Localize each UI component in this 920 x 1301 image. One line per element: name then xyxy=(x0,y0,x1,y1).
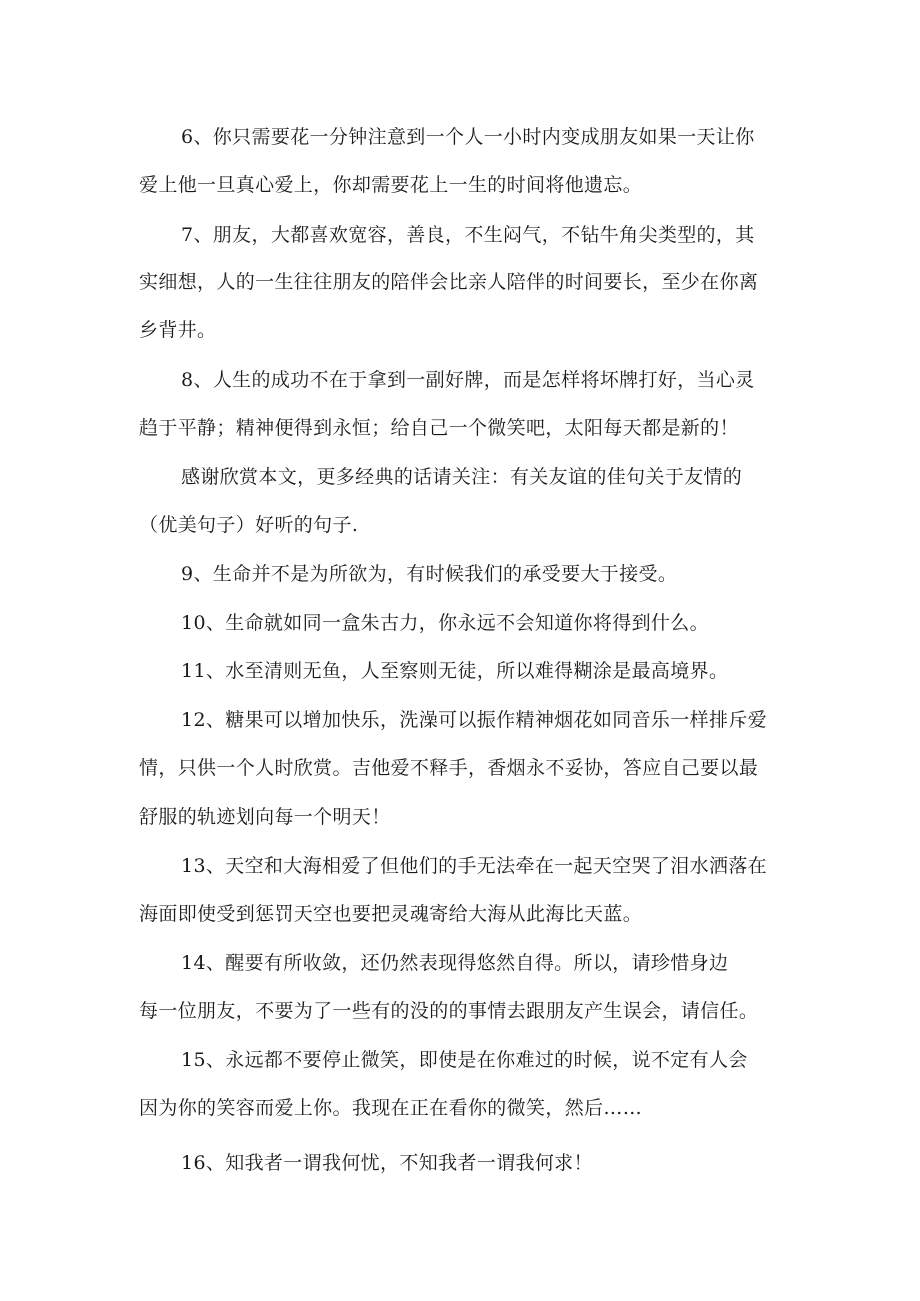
paragraph-7-line-3: 乡背井。 xyxy=(139,319,217,341)
paragraph-12-line-2: 情，只供一个人时欣赏。吉他爱不释手，香烟永不妥协，答应自己要以最 xyxy=(139,757,759,779)
paragraph-6-line-1: 6、你只需要花一分钟注意到一个人一小时内变成朋友如果一天让你 xyxy=(181,126,755,148)
paragraph-14-line-1: 14、醒要有所收敛，还仍然表现得悠然自得。所以，请珍惜身边 xyxy=(181,952,729,974)
paragraph-10: 10、生命就如同一盒朱古力，你永远不会知道你将得到什么。 xyxy=(181,612,709,634)
paragraph-12-line-1: 12、糖果可以增加快乐，洗澡可以振作精神烟花如同音乐一样排斥爱 xyxy=(181,709,768,731)
paragraph-15-line-2: 因为你的笑容而爱上你。我现在正在看你的微笑，然后…… xyxy=(139,1097,643,1119)
thanks-line-1: 感谢欣赏本文，更多经典的话请关注：有关友谊的佳句关于友情的 xyxy=(181,466,743,488)
paragraph-15-line-1: 15、永远都不要停止微笑，即使是在你难过的时候，说不定有人会 xyxy=(181,1049,748,1071)
paragraph-6-line-2: 爱上他一旦真心爱上，你却需要花上一生的时间将他遗忘。 xyxy=(139,174,643,196)
paragraph-7-line-1: 7、朋友，大都喜欢宽容，善良，不生闷气，不钻牛角尖类型的，其 xyxy=(181,224,755,246)
paragraph-11: 11、水至清则无鱼，人至察则无徒，所以难得糊涂是最高境界。 xyxy=(181,660,729,682)
paragraph-13-line-2: 海面即使受到惩罚天空也要把灵魂寄给大海从此海比天蓝。 xyxy=(139,903,643,925)
paragraph-12-line-3: 舒服的轨迹划向每一个明天！ xyxy=(139,806,391,828)
paragraph-13-line-1: 13、天空和大海相爱了但他们的手无法牵在一起天空哭了泪水洒落在 xyxy=(181,855,768,877)
thanks-line-2: （优美句子）好听的句子. xyxy=(139,514,359,536)
paragraph-8-line-2: 趋于平静；精神便得到永恒；给自己一个微笑吧，太阳每天都是新的！ xyxy=(139,417,739,439)
paragraph-8-line-1: 8、人生的成功不在于拿到一副好牌，而是怎样将坏牌打好，当心灵 xyxy=(181,369,755,391)
paragraph-7-line-2: 实细想，人的一生往往朋友的陪伴会比亲人陪伴的时间要长，至少在你离 xyxy=(139,271,759,293)
paragraph-14-line-2: 每一位朋友，不要为了一些有的没的的事情去跟朋友产生误会，请信任。 xyxy=(139,1000,759,1022)
paragraph-16: 16、知我者一谓我何忧，不知我者一谓我何求！ xyxy=(181,1152,593,1174)
paragraph-9: 9、生命并不是为所欲为，有时候我们的承受要大于接受。 xyxy=(181,563,678,585)
